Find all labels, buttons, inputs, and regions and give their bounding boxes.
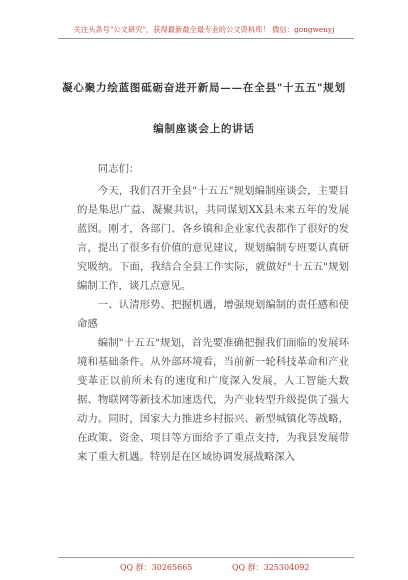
page-header	[0, 0, 408, 40]
header-divider	[58, 38, 354, 39]
document-subtitle: 编制座谈会上的讲话	[153, 123, 255, 135]
footer-qq-group-2: QQ 群：325304092	[232, 563, 310, 572]
document-body	[77, 160, 349, 467]
paragraph-intro: 今天，我们召开全县"十五五"规划编制座谈会，主要目的是集思广益、凝聚共识，共同谋划XX县未来五年的发展蓝图。刚才，各部门、各乡镇和企业家代表都作了很好的发言，提出了很多有价值的意见建议，规划编制专班要认真研究吸纳。下面，我结合全县工作实际，就做好"十五五"规划编制工作，谈几点意见。	[77, 185, 349, 292]
paragraph-environment: 编制"十五五"规划，首先要准确把握我们面临的发展环境和基础条件。从外部环境看，当前新一轮科技革命和产业变革正以前所未有的速度和广度深入发展，人工智能大数据、物联网等新技术加速迭代，为产业转型升级提供了强大动力。同时，国家大力推进乡村振兴、新型城镇化等战略，在政策、资金、项目等方面给予了重点支持，为我县发展带来了重大机遇。特别是在区域协调发展战略深入	[77, 337, 349, 463]
salutation: 同志们：	[97, 163, 140, 175]
page-footer	[0, 562, 408, 576]
footer-qq-group-1: QQ 群：30265665	[120, 563, 193, 572]
header-notice: 关注头条号"公文研究"，获得最新最全最专业的公文资料库！ 微信：gongwenyj	[73, 25, 335, 34]
document-title: 凝心聚力绘蓝图砥砺奋进开新局——在全县"十五五"规划	[62, 82, 346, 94]
section-heading-1: 一、认清形势、把握机遇，增强规划编制的责任感和使命感	[77, 299, 349, 330]
footer-divider	[58, 557, 354, 558]
